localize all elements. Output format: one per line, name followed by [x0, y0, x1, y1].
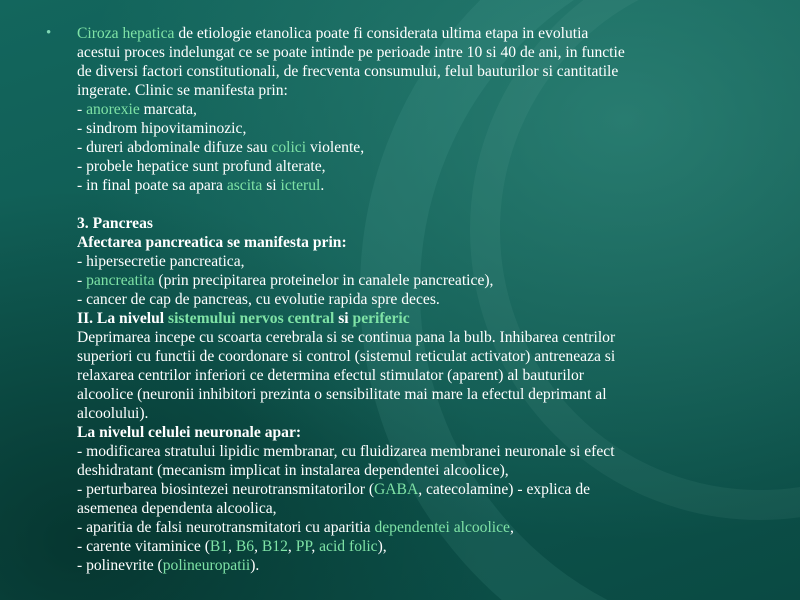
bullet-text-block — [77, 24, 786, 575]
cirrhosis-term: Ciroza hepatica — [77, 25, 175, 42]
gaba-term: GABA — [374, 481, 419, 498]
list-item: - aparitia de falsi neurotransmitatori cu aparitia dependentei alcoolice, — [77, 519, 514, 536]
list-item: - modificarea stratului lipidic membranar, cu fluidizarea membranei neuronale si efect — [77, 443, 615, 460]
anorexia-term: anorexie — [86, 101, 140, 118]
cirrhosis-line-4: ingerate. Clinic se manifesta prin: — [77, 82, 288, 99]
list-item: - perturbarea biosintezei neurotransmitatorilor (GABA, catecolamine) - explica de — [77, 481, 591, 498]
list-item-continuation: asemenea dependenta alcoolica, — [77, 500, 277, 517]
nervous-system-heading: II. La nivelul sistemului nervos central si periferic — [77, 310, 410, 327]
pancreas-heading: 3. Pancreas — [77, 215, 153, 232]
list-item: - anorexie marcata, — [77, 101, 197, 118]
vitamin-b12-term: B12 — [261, 538, 288, 555]
cirrhosis-line-3: de diversi factori constitutionali, de frecventa consumului, felul bauturilor si cantitatile — [77, 63, 619, 80]
list-item: - hipersecretie pancreatica, — [77, 253, 245, 270]
jaundice-term: icterul — [280, 177, 321, 194]
list-item: - sindrom hipovitaminozic, — [77, 120, 247, 137]
list-item: - probele hepatice sunt profund alterate, — [77, 158, 326, 175]
list-item: - polinevrite (polineuropatii). — [77, 557, 260, 574]
bullet-icon: • — [46, 25, 52, 41]
cirrhosis-line-2: acestui proces indelungat ce se poate intinde pe perioade intre 10 si 40 de ani, in functie — [77, 44, 625, 61]
list-item: - carente vitaminice (B1, B6, B12, PP, acid folic), — [77, 538, 387, 555]
cirrhosis-line-1 — [77, 24, 786, 43]
nervous-line-2: superiori cu functii de coordonare si control (sistemul reticulat activator) antreneaza si — [77, 348, 616, 365]
spacer — [77, 195, 786, 214]
nervous-line-1: Deprimarea incepe cu scoarta cerebrala si se continua pana la bulb. Inhibarea centrilor — [77, 329, 616, 346]
pancreas-subheading: Afectarea pancreatica se manifesta prin: — [77, 234, 347, 251]
pancreatitis-term: pancreatita — [86, 272, 155, 289]
cirrhosis-text: de etiologie etanolica poate fi considerata ultima etapa in evolutia — [174, 25, 589, 42]
alcohol-dependence-term: dependentei alcoolice — [374, 519, 510, 536]
list-item-continuation: deshidratant (mecanism implicat in instalarea dependentei alcoolice), — [77, 462, 509, 479]
colic-term: colici — [271, 139, 307, 156]
nervous-line-4: alcoolice (neuronii inhibitori prezinta o sensibilitate mai mare la efectul deprimant al — [77, 386, 607, 403]
ascites-term: ascita — [226, 177, 263, 194]
nervous-line-3: relaxarea centrilor inferiori ce determina efectul stimulator (aparent) al bauturilor — [77, 367, 584, 384]
neuronal-cell-heading: La nivelul celulei neuronale apar: — [77, 424, 302, 441]
vitamin-b1-term: B1 — [209, 538, 229, 555]
vitamin-pp-term: PP — [295, 538, 312, 555]
list-item: - cancer de cap de pancreas, cu evolutie rapida spre deces. — [77, 291, 440, 308]
folic-acid-term: acid folic — [319, 538, 378, 555]
cns-term: sistemului nervos central — [168, 310, 335, 327]
peripheral-term: periferic — [352, 310, 410, 327]
list-item: - pancreatita (prin precipitarea proteinelor in canalele pancreatice), — [77, 272, 494, 289]
polyneuropathy-term: polineuropatii — [162, 557, 251, 574]
vitamin-b6-term: B6 — [235, 538, 255, 555]
list-item: - in final poate sa apara ascita si icterul. — [77, 177, 325, 194]
list-item: - dureri abdominale difuze sau colici violente, — [77, 139, 365, 156]
nervous-line-5: alcoolului). — [77, 405, 149, 422]
slide-content — [46, 24, 786, 575]
